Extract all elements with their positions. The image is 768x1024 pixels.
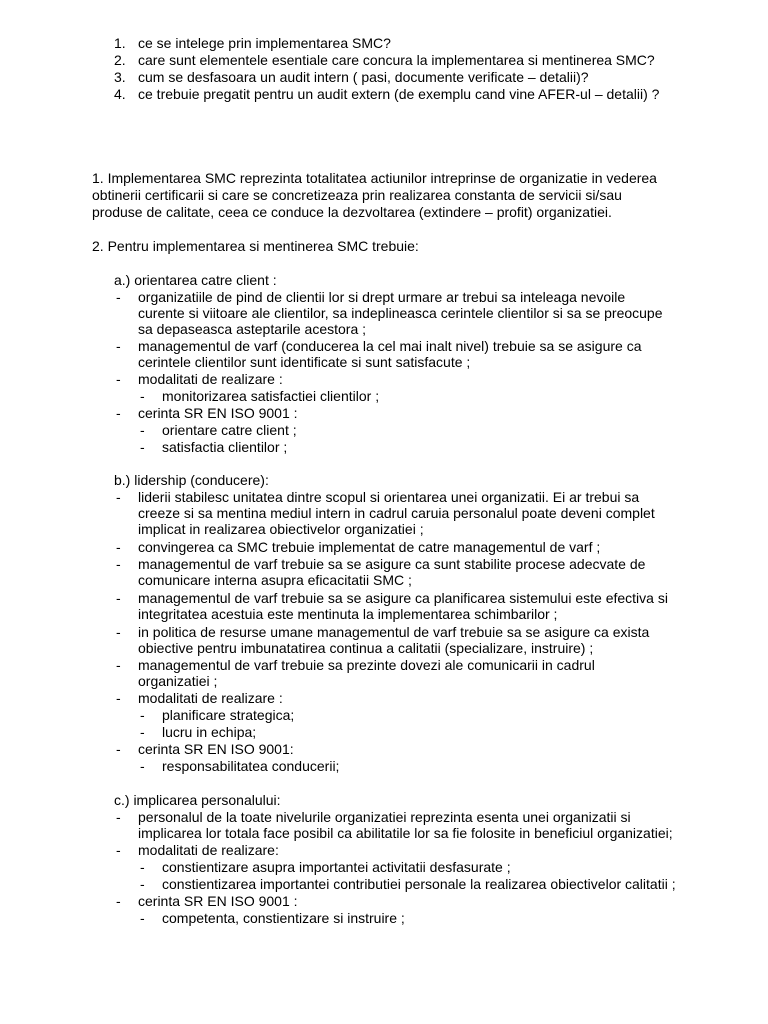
bullet-line: comunicare interna asupra eficacitatii SMC ; (138, 572, 412, 588)
bullet-line: cerinta SR EN ISO 9001 : (138, 405, 298, 421)
bullet-line: managementul de varf trebuie sa se asigure ca planificarea sistemului este efectiva si (138, 590, 668, 606)
bullet-line: integritatea acestuia este mentinuta la implementarea schimbarilor ; (138, 606, 558, 622)
bullet-dash: - (116, 590, 121, 606)
sub-bullet-dash: - (140, 724, 145, 740)
bullet-dash: - (116, 893, 121, 909)
bullet-dash: - (116, 371, 121, 387)
question-number: 4. (114, 86, 126, 102)
bullet-line: cerinta SR EN ISO 9001 : (138, 893, 298, 909)
sub-bullet-line: constientizare asupra importantei activitatii desfasurate ; (162, 859, 511, 875)
sub-bullet-line: lucru in echipa; (162, 724, 257, 740)
bullet-line: curente si viitoare ale clientilor, sa indeplineasca cerintele clientilor si sa se preocupe (138, 305, 663, 321)
sub-bullet-dash: - (140, 707, 145, 723)
bullet-line: organizatiile de pind de clientii lor si drept urmare ar trebui sa inteleaga nevoile (138, 289, 626, 305)
bullet-line: cerinta SR EN ISO 9001: (138, 741, 294, 757)
bullet-dash: - (116, 842, 121, 858)
section-heading: c.) implicarea personalului: (114, 792, 281, 808)
bullet-line: organizatiei ; (138, 673, 218, 689)
bullet-dash: - (116, 289, 121, 305)
sub-bullet-dash: - (140, 859, 145, 875)
bullet-line: in politica de resurse umane managementul de varf trebuie sa se asigure ca exista (138, 624, 650, 640)
sub-bullet-line: monitorizarea satisfactiei clientilor ; (162, 388, 380, 404)
section-heading: b.) lidership (conducere): (114, 472, 269, 488)
bullet-dash: - (116, 556, 121, 572)
bullet-dash: - (116, 405, 121, 421)
bullet-dash: - (116, 539, 121, 555)
bullet-line: managementul de varf trebuie sa se asigure ca sunt stabilite procese adecvate de (138, 556, 646, 572)
question-text: care sunt elementele esentiale care concura la implementarea si mentinerea SMC? (138, 52, 655, 68)
bullet-line: implicat in realizarea obiectivelor organizatiei ; (138, 521, 424, 537)
sub-bullet-line: satisfactia clientilor ; (162, 439, 288, 455)
sub-bullet-dash: - (140, 876, 145, 892)
sub-bullet-dash: - (140, 758, 145, 774)
sub-bullet-line: planificare strategica; (162, 707, 295, 723)
bullet-line: creeze si sa mentina mediul intern in cadrul caruia personalul poate deveni complet (138, 505, 655, 521)
bullet-line: liderii stabilesc unitatea dintre scopul si orientarea unei organizatii. Ei ar trebui sa (138, 489, 640, 505)
bullet-line: managementul de varf trebuie sa prezinte dovezi ale comunicarii in cadrul (138, 657, 595, 673)
bullet-line: modalitati de realizare: (138, 842, 279, 858)
question-text: ce trebuie pregatit pentru un audit extern (de exemplu cand vine AFER-ul – detalii) ? (138, 86, 660, 102)
section-heading: a.) orientarea catre client : (114, 272, 277, 288)
sub-bullet-dash: - (140, 422, 145, 438)
bullet-dash: - (116, 809, 121, 825)
bullet-line: modalitati de realizare : (138, 371, 283, 387)
sub-bullet-line: constientizarea importantei contributiei personale la realizarea obiectivelor calitatii ; (162, 876, 676, 892)
bullet-dash: - (116, 741, 121, 757)
paragraph-line: 1. Implementarea SMC reprezinta totalitatea actiunilor intreprinse de organizatie in vederea (92, 170, 657, 186)
bullet-line: convingerea ca SMC trebuie implementat de catre managementul de varf ; (138, 539, 601, 555)
sub-bullet-dash: - (140, 439, 145, 455)
bullet-dash: - (116, 690, 121, 706)
answer-2-intro: 2. Pentru implementarea si mentinerea SMC trebuie: (92, 238, 419, 254)
question-text: ce se intelege prin implementarea SMC? (138, 35, 391, 51)
paragraph-line: produse de calitate, ceea ce conduce la dezvoltarea (extindere – profit) organizatiei. (92, 204, 612, 220)
sub-bullet-line: competenta, constientizare si instruire ; (162, 910, 405, 926)
bullet-line: sa depaseasca asteptarile acestora ; (138, 321, 367, 337)
bullet-line: obiective pentru imbunatatirea continua a calitatii (specializare, instruire) ; (138, 640, 594, 656)
bullet-line: managementul de varf (conducerea la cel mai inalt nivel) trebuie sa se asigure ca (138, 338, 642, 354)
sub-bullet-dash: - (140, 388, 145, 404)
bullet-line: implicarea lor totala face posibil ca abilitatile lor sa fie folosite in beneficiul organizatiei; (138, 825, 673, 841)
bullet-dash: - (116, 624, 121, 640)
bullet-dash: - (116, 489, 121, 505)
question-number: 1. (114, 35, 126, 51)
sub-bullet-line: orientare catre client ; (162, 422, 297, 438)
bullet-line: personalul de la toate nivelurile organizatiei reprezinta esenta unei organizatii si (138, 809, 631, 825)
question-number: 3. (114, 69, 126, 85)
sub-bullet-line: responsabilitatea conducerii; (162, 758, 340, 774)
bullet-line: modalitati de realizare : (138, 690, 283, 706)
bullet-dash: - (116, 657, 121, 673)
question-number: 2. (114, 52, 126, 68)
paragraph-line: obtinerii certificarii si care se concretizeaza prin realizarea constanta de servicii si/sau (92, 187, 622, 203)
bullet-dash: - (116, 338, 121, 354)
question-text: cum se desfasoara un audit intern ( pasi, documente verificate – detalii)? (138, 69, 589, 85)
sub-bullet-dash: - (140, 910, 145, 926)
bullet-line: cerintele clientilor sunt identificate si sunt satisfacute ; (138, 354, 471, 370)
